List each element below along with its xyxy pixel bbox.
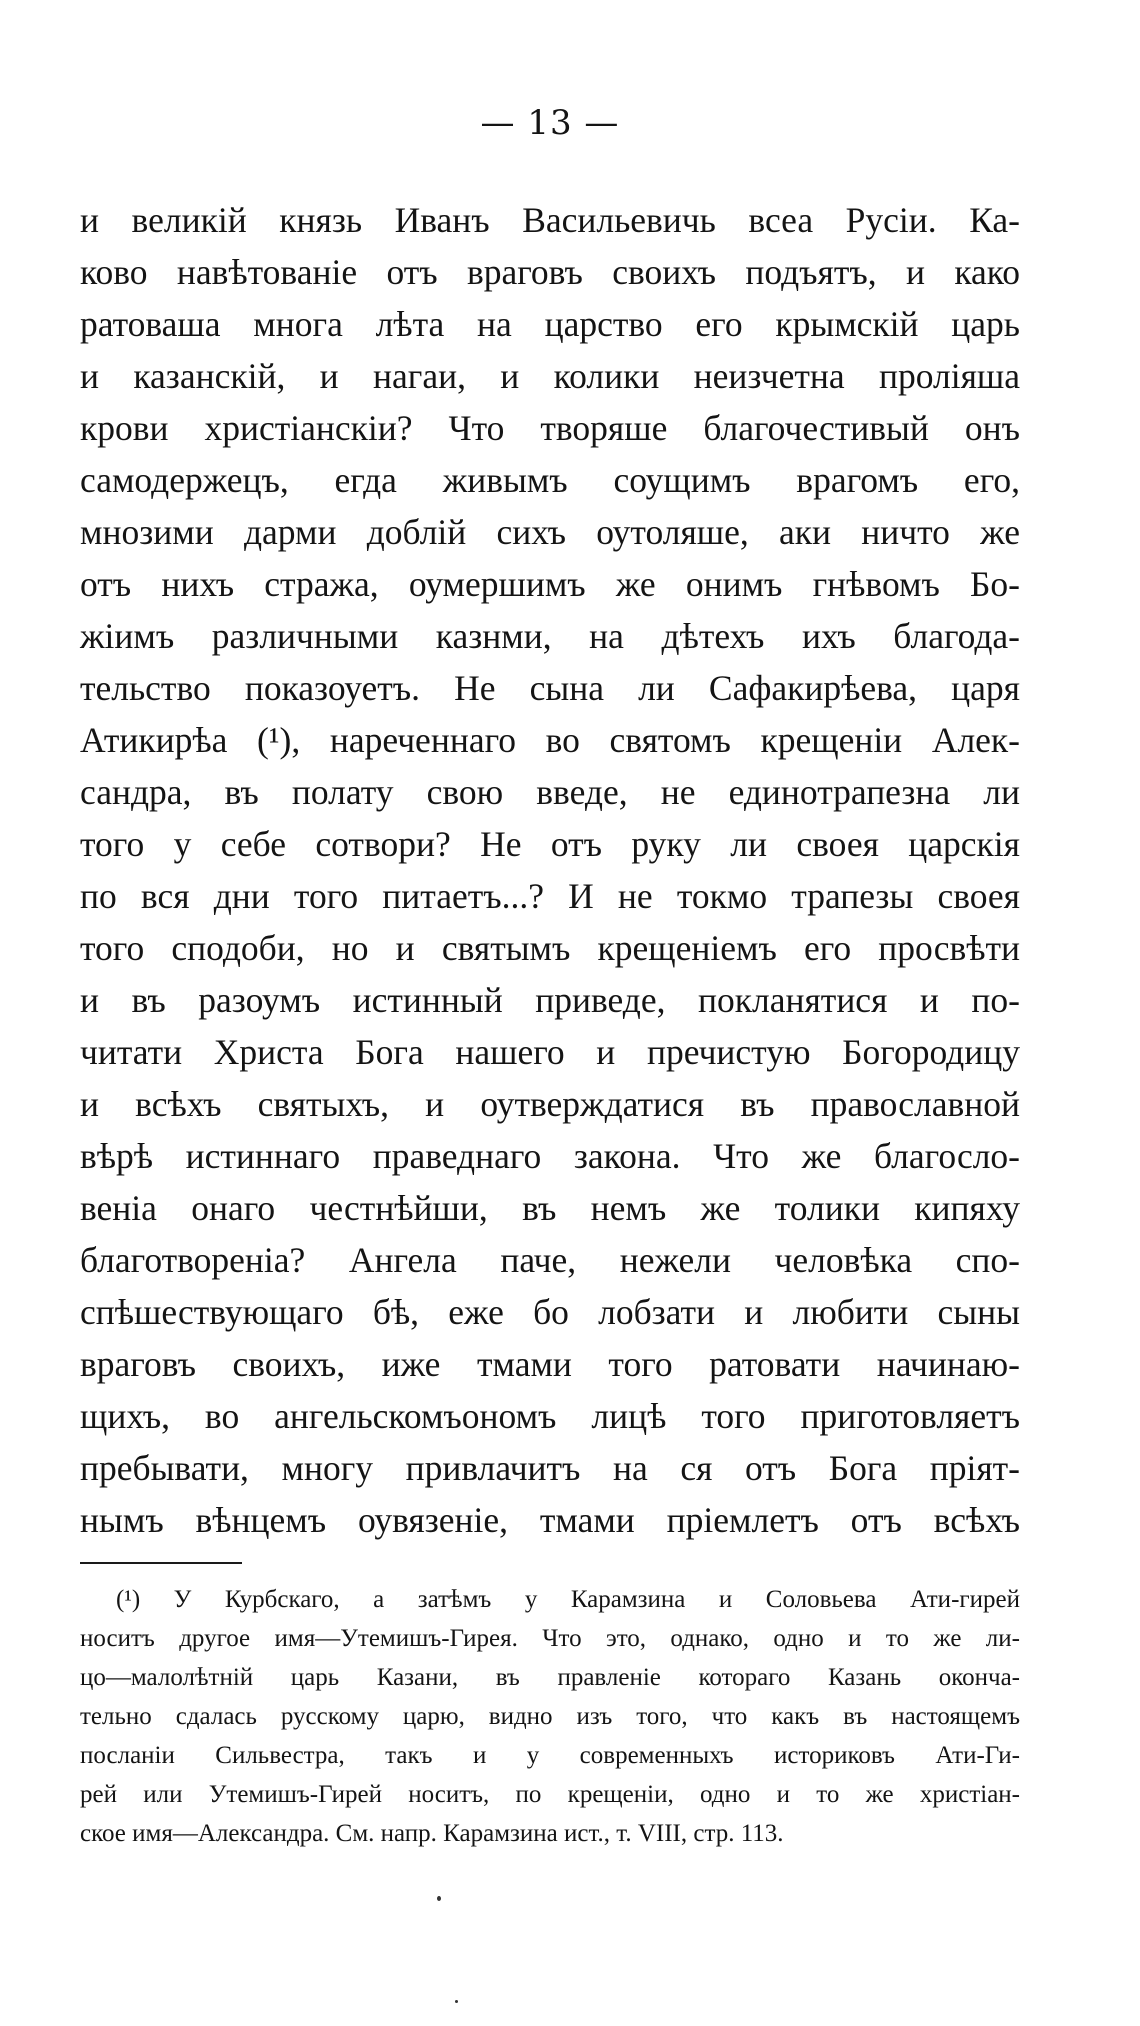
footnote-line: рей или Утемишъ-Гирей носитъ, по крещеніи, одно и то же христіан- [80,1781,1020,1808]
body-line: по вся дни того питаетъ...? И не токмо трапезы своея [80,876,1020,916]
footnote-line: ское имя—Александра. См. напр. Карамзина ист., т. VIII, стр. 113. [80,1820,784,1847]
footnote-line: тельно сдалась русскому царю, видно изъ того, что какъ въ настоящемъ [80,1703,1020,1730]
body-line: сандра, въ полату свою введе, не единотрапезна ли [80,772,1020,812]
footnote-line: носитъ другое имя—Утемишъ-Гирея. Что это, однако, одно и то же ли- [80,1625,1020,1652]
footnote-line: (¹) У Курбскаго, а затѣмъ у Карамзина и Соловьева Ати-гирей [116,1586,1020,1613]
body-line: и казанскій, и нагаи, и колики неизчетна проліяша [80,356,1020,396]
footnote-divider [80,1562,242,1564]
body-line: щихъ, во ангельскомъономъ лицѣ того приготовляетъ [80,1396,1020,1436]
body-line: самодержецъ, егда живымъ соущимъ врагомъ его, [80,460,1020,500]
body-line: вѣрѣ истиннаго праведнаго закона. Что же благосло- [80,1136,1020,1176]
body-line: отъ нихъ стража, оумершимъ же онимъ гнѣвомъ Бо- [80,564,1020,604]
body-line: веніа онаго честнѣйши, въ немъ же толики кипяху [80,1188,1020,1228]
body-line: спѣшествующаго бѣ, еже бо лобзати и любити сыны [80,1292,1020,1332]
body-line: и всѣхъ святыхъ, и оутверждатися въ православной [80,1084,1020,1124]
footnote [80,1580,1020,1853]
footnote-line: цо—малолѣтній царь Казани, въ правленіе котораго Казань оконча- [80,1664,1020,1691]
body-line: читати Христа Бога нашего и пречистую Богородицу [80,1032,1020,1072]
page-number: — 13 — [480,103,620,143]
body-line: Атикирѣа (¹), нареченнаго во святомъ крещеніи Алек- [80,720,1020,760]
body-line: и великій князь Иванъ Васильевичь всеа Русіи. Ка- [80,200,1020,240]
body-line: и въ разоумъ истинный приведе, покланятися и по- [80,980,1020,1020]
body-line: ратоваша многа лѣта на царство его крымскій царь [80,304,1020,344]
footnote-line: посланіи Сильвестра, такъ и у современныхъ историковъ Ати-Ги- [80,1742,1020,1769]
body-line: тельство показоуетъ. Не сына ли Сафакирѣева, царя [80,668,1020,708]
body-line: крови христіанскіи? Что творяше благочестивый онъ [80,408,1020,448]
body-line: мнозими дарми доблій сихъ оутоляше, аки ничто же [80,512,1020,552]
ink-speck [437,1896,441,1901]
body-line: благотвореніа? Ангела паче, нежели человѣка спо- [80,1240,1020,1280]
body-line: нымъ вѣнцемъ оувязеніе, тмами пріемлетъ отъ всѣхъ [80,1500,1020,1540]
body-line: жіимъ различными казнми, на дѣтехъ ихъ благода- [80,616,1020,656]
body-line: того сподоби, но и святымъ крещеніемъ его просвѣти [80,928,1020,968]
body-text [80,194,1020,1546]
body-line: того у себе сотвори? Не отъ руку ли своея царскія [80,824,1020,864]
ink-speck [455,2000,458,2003]
body-line: ково навѣтованіе отъ враговъ своихъ подъятъ, и како [80,252,1020,292]
body-line: враговъ своихъ, иже тмами того ратовати начинаю- [80,1344,1020,1384]
body-line: пребывати, многу привлачитъ на ся отъ Бога пріят- [80,1448,1020,1488]
